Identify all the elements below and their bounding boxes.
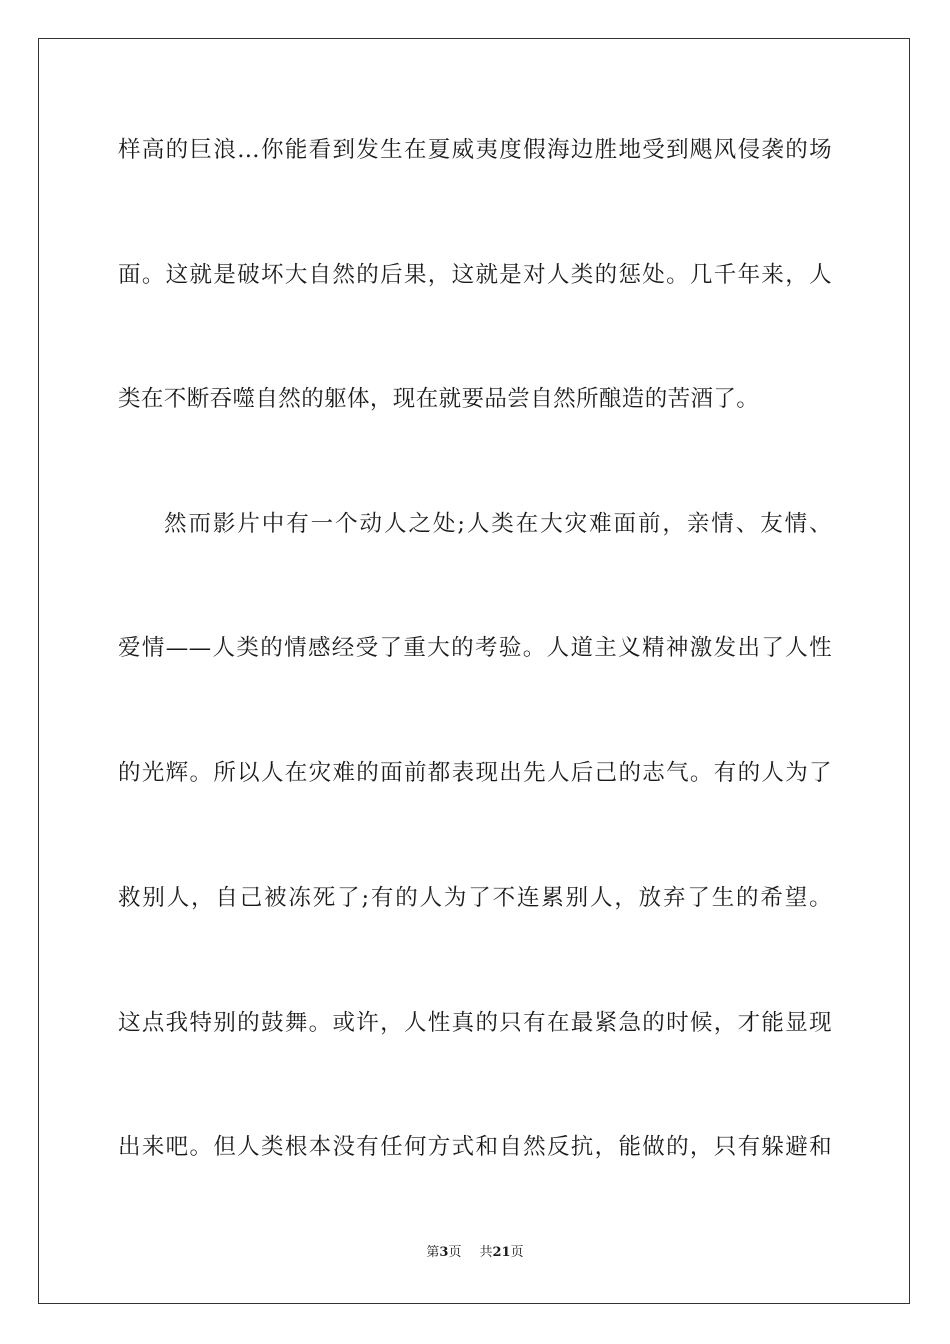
- page-footer: [0, 1244, 950, 1262]
- page-border: [38, 38, 910, 1304]
- body-line-8: 这点我特别的鼓舞。或许，人性真的只有在最紧急的时候，才能显现: [118, 1010, 832, 1036]
- footer-total-pages: 21: [492, 1245, 511, 1260]
- footer-page-suffix: 页: [448, 1245, 462, 1260]
- body-line-1: 样高的巨浪…你能看到发生在夏威夷度假海边胜地受到飓风侵袭的场: [118, 137, 832, 163]
- body-line-6: 的光辉。所以人在灾难的面前都表现出先人后己的志气。有的人为了: [118, 760, 832, 786]
- body-line-7: 救别人，自己被冻死了;有的人为了不连累别人，放弃了生的希望。: [118, 885, 832, 911]
- body-line-4: 然而影片中有一个动人之处;人类在大灾难面前，亲情、友情、: [164, 511, 832, 537]
- body-line-3: 类在不断吞噬自然的躯体，现在就要品尝自然所酿造的苦酒了。: [118, 386, 760, 412]
- body-line-9: 出来吧。但人类根本没有任何方式和自然反抗，能做的，只有躲避和: [118, 1134, 832, 1160]
- footer-total-prefix: 共: [479, 1245, 493, 1260]
- body-line-2: 面。这就是破坏大自然的后果，这就是对人类的惩处。几千年来，人: [118, 262, 832, 288]
- footer-page-number: 3: [439, 1245, 449, 1260]
- footer-page-prefix: 第: [426, 1245, 440, 1260]
- footer-total-suffix: 页: [510, 1245, 524, 1260]
- body-line-5: 爱情——人类的情感经受了重大的考验。人道主义精神激发出了人性: [118, 635, 832, 661]
